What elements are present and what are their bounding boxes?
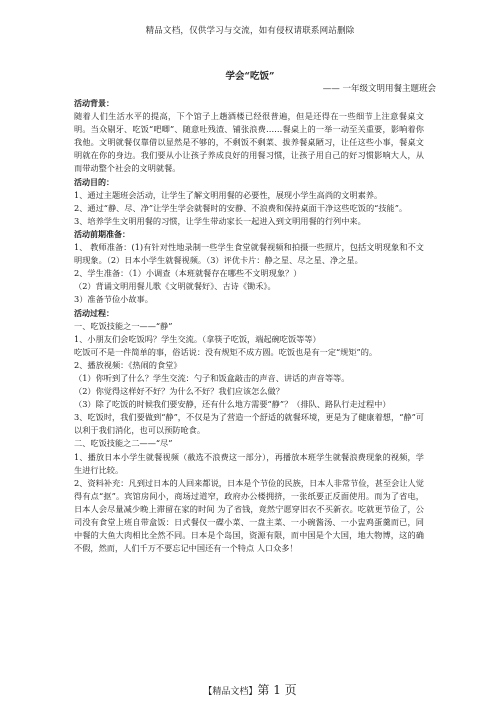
section-heading: 活动前期准备：: [74, 229, 130, 239]
paragraph: 2、资料补充：凡到过日本的人回来都说，日本是个节俭的民族，日本人非常节俭，甚至会让人觉得有点“抠”。宾馆房间小，商场过道窄，政府办公楼拥挤，一张纸要正反面使用。而为了省电，日本人会尽量减少晚上滞留在家的时间 为了省钱，竟然宁愿穿旧衣不买新衣。吃就更节俭了，公司没有食堂上班自带盒饭：日式餐仅一碟小菜、一盘主菜、一小碗酱汤、一小盅鸡蛋羹而已，同中餐的大鱼大肉相比全然不同。日本是个岛国，资源有限，而中国是个大国，地大物博，这的确不假，然而，人们千万不要忘记中国还有一个特点 人口众多！: [74, 477, 424, 554]
footer-tag: 【精品文档】: [203, 687, 258, 697]
paragraph: 1、 教师准备：(1)有针对性地录制一些学生食堂就餐视频和拍摄一些照片，包括文明现象和不文明现象。（2）日本小学生就餐视频。（3）评优卡片：静之星、尽之星、净之星。: [74, 242, 424, 266]
paragraph: 1、小朋友们会吃饭吗？学生交流。（拿筷子吃饭，端起碗吃饭等等）: [74, 333, 321, 344]
page-footer: [0, 681, 500, 698]
page-header: 精品文档，仅供学习与交流，如有侵权请联系网站删除: [145, 26, 355, 36]
paragraph: 3、吃饭时，我们要做到“静”，不仅是为了营造一个舒适的就餐环境，更是为了健康着想，“静”可以利于我们消化，也可以预防呛食。: [74, 412, 424, 436]
section-heading: 活动背景：: [74, 99, 114, 108]
paragraph: 3）准备节俭小故事。: [74, 294, 153, 305]
paragraph: 一、吃饭技能之一——“静”: [74, 320, 173, 331]
paragraph: 2、通过“静、尽、净”让学生学会就餐时的安静、不浪费和保持桌面干净这些吃饭的“技能”。: [74, 202, 408, 213]
paragraph: 2、播放视频：《热闹的食堂》: [74, 359, 182, 370]
paragraph: （2）背诵文明用餐儿歌《文明就餐好》、古诗《锄禾》。: [74, 281, 276, 292]
section-heading: 活动目的：: [74, 177, 114, 187]
paragraph: （2）你觉得这样好不好？为什么不好？我们应该怎么做？: [74, 386, 284, 397]
document-title: 学会“吃饭”: [225, 71, 275, 82]
paragraph: 1、播放日本小学生就餐视频（截选不浪费这一部分），再播放本班学生就餐浪费现象的视频，学生进行比较。: [74, 451, 424, 475]
paragraph: 1、通过主题班会活动，让学生了解文明用餐的必要性，展现小学生高尚的文明素养。: [74, 189, 383, 200]
document-body: [74, 97, 424, 555]
paragraph: （3）除了吃饭的时候我们要安静，还有什么地方需要“静”？（排队、路队行走过程中）: [74, 399, 391, 410]
paragraph: 随着人们生活水平的提高，下个馆子上趟酒楼已经很普遍，但是还得在一些细节上注意餐桌文明。当众剔牙、吃饭“吧唧”、随意吐残渣、铺张浪费……餐桌上的一举一动至关重要，影响着你我他。文明就餐仅靠借以显然是不够的，不剩饭不剩菜、拔养餐桌陋习，让任这些小事，餐桌文明就在你的身边。我们要从小让孩子养成良好的用餐习惯，让孩子用自己的好习惯影响大人，从而带动整个社会的文明就餐。: [74, 111, 424, 174]
document-subtitle: —— 一年级文明用餐主题班会: [322, 84, 436, 94]
paragraph: 3、培养学生文明用餐的习惯，让学生带动家长一起进入到文明用餐的行列中来。: [74, 215, 366, 226]
paragraph: 吃饭可不是一件简单的事，俗话说：没有规矩不成方圆。吃饭也是有一定“规矩”的。: [74, 346, 378, 357]
page-number: 第 1 页: [257, 683, 297, 697]
paragraph: （1）你听到了什么？学生交流：勺子和饭盒敲击的声音、讲话的声音等等。: [74, 372, 350, 383]
paragraph: 2、学生准备：（1）小调查（本班就餐存在哪些不文明现象？）: [74, 268, 302, 279]
paragraph: 二、吃饭技能之二——“尽”: [74, 438, 173, 449]
section-heading: 活动过程：: [74, 308, 114, 318]
